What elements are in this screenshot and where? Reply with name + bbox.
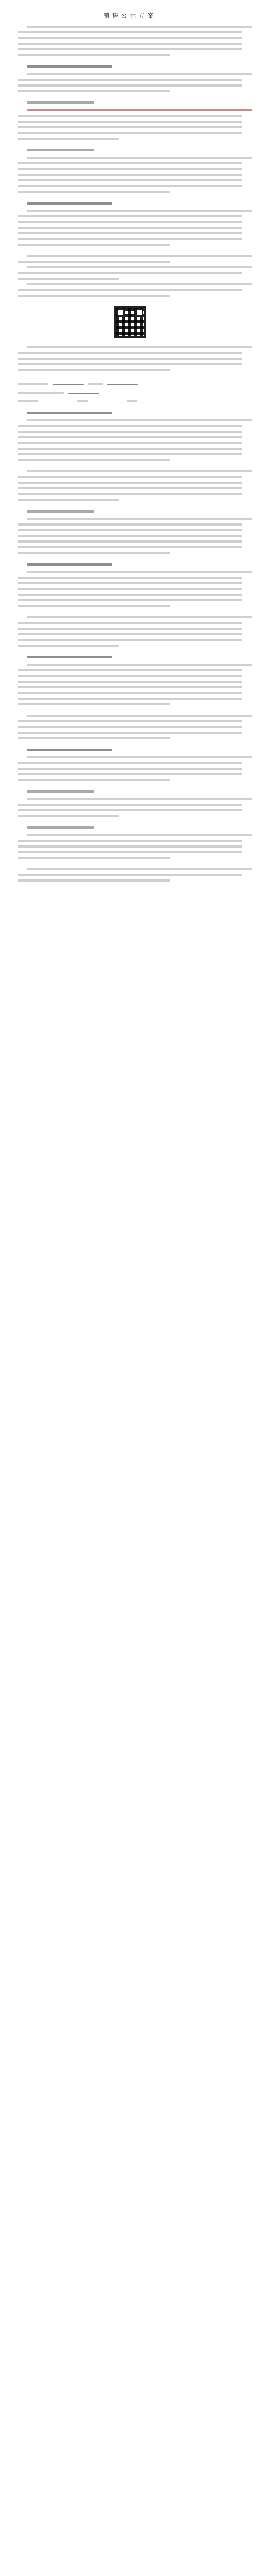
blank-field xyxy=(141,398,172,402)
list-item xyxy=(18,272,242,274)
text-line xyxy=(18,540,242,543)
text-line xyxy=(18,363,242,365)
text-line xyxy=(18,162,242,164)
text-line xyxy=(18,31,242,33)
text-line xyxy=(18,115,242,117)
text-line xyxy=(18,90,170,92)
qr-code-icon xyxy=(114,306,146,338)
blank-row xyxy=(18,398,242,402)
text-line xyxy=(18,804,242,806)
text-line xyxy=(18,43,242,45)
text-line xyxy=(18,692,242,694)
section-body xyxy=(18,715,242,739)
text-line xyxy=(18,851,242,853)
text-line xyxy=(18,442,242,444)
text-line xyxy=(27,157,252,159)
text-line xyxy=(18,138,119,140)
text-line xyxy=(18,686,242,688)
numbered-list xyxy=(18,255,242,297)
blank-row xyxy=(18,380,242,385)
text-line xyxy=(18,840,242,842)
text-line xyxy=(27,756,252,758)
text-line xyxy=(18,168,242,170)
text-line xyxy=(18,737,170,739)
text-line xyxy=(18,358,242,360)
subsection-heading xyxy=(27,101,94,104)
text-line xyxy=(18,594,242,596)
text-line xyxy=(18,238,242,240)
intro-paragraph xyxy=(18,26,242,56)
list-item xyxy=(18,261,170,263)
list-item xyxy=(18,295,170,297)
text-line xyxy=(18,809,242,811)
text-line xyxy=(18,459,170,461)
section-body xyxy=(18,756,242,781)
subsection-body xyxy=(18,834,242,859)
text-line xyxy=(27,616,252,618)
text-line xyxy=(18,546,242,548)
list-item xyxy=(27,255,252,257)
section-body xyxy=(18,616,242,647)
section-heading xyxy=(27,749,112,751)
blank-field xyxy=(53,380,84,385)
section-body xyxy=(18,571,242,607)
text-line xyxy=(18,174,242,176)
text-line xyxy=(18,476,242,478)
text-line xyxy=(18,179,242,181)
text-line xyxy=(18,132,242,134)
text-line xyxy=(18,482,242,484)
section-heading xyxy=(27,563,112,566)
text-line xyxy=(18,523,242,526)
text-line xyxy=(18,425,242,427)
text-line xyxy=(18,874,242,876)
text-line xyxy=(18,588,242,590)
text-line xyxy=(18,448,242,450)
subsection-body xyxy=(18,798,242,817)
text-line xyxy=(18,639,242,641)
text-line xyxy=(18,37,242,39)
text-line xyxy=(27,571,252,573)
text-line xyxy=(27,470,252,472)
text-line xyxy=(18,720,242,722)
text-line xyxy=(18,815,119,817)
text-line xyxy=(18,84,242,87)
text-line xyxy=(18,698,242,700)
text-line xyxy=(18,232,242,234)
section-heading xyxy=(27,412,112,414)
text-line xyxy=(18,675,242,677)
text-line xyxy=(18,768,242,770)
text-line xyxy=(18,535,242,537)
text-line xyxy=(18,352,242,354)
subsection-body xyxy=(18,109,242,140)
text-line xyxy=(18,436,242,438)
text-line xyxy=(18,121,242,123)
section-heading xyxy=(27,202,112,205)
text-line xyxy=(18,599,242,601)
list-item xyxy=(27,283,252,285)
text-line xyxy=(18,185,242,187)
blank-field xyxy=(42,398,73,402)
subsection-heading xyxy=(27,826,94,829)
subsection-heading xyxy=(27,149,94,151)
blank-field xyxy=(107,380,138,385)
section-heading xyxy=(27,656,112,658)
text-line xyxy=(18,499,119,501)
text-line xyxy=(18,703,170,705)
text-line xyxy=(18,773,242,775)
qr-code-container xyxy=(18,306,242,338)
text-line xyxy=(18,726,242,728)
list-item xyxy=(18,289,242,291)
text-line xyxy=(18,244,170,246)
text-line xyxy=(18,582,242,584)
text-line xyxy=(18,633,242,635)
text-line xyxy=(18,732,242,734)
text-line xyxy=(18,54,170,56)
section-body xyxy=(18,419,242,461)
section-heading xyxy=(27,65,112,68)
blank-row xyxy=(18,389,242,394)
subsection-body xyxy=(18,518,242,554)
text-line xyxy=(18,487,242,489)
text-line xyxy=(27,664,252,666)
text-line xyxy=(27,868,252,870)
text-line xyxy=(18,215,242,217)
text-line xyxy=(18,779,170,781)
text-line xyxy=(18,48,242,50)
text-line xyxy=(18,879,170,882)
text-line xyxy=(18,221,242,223)
text-line xyxy=(27,210,252,212)
text-line xyxy=(27,834,252,836)
text-line xyxy=(18,493,242,495)
text-line xyxy=(18,628,242,630)
closing-paragraph xyxy=(18,868,242,882)
form-blanks xyxy=(18,380,242,402)
text-line xyxy=(18,191,170,193)
section-body xyxy=(18,73,242,92)
subsection-body xyxy=(18,157,242,193)
text-line xyxy=(27,26,252,28)
text-line xyxy=(18,79,242,81)
blank-field xyxy=(92,398,123,402)
text-line xyxy=(27,798,252,800)
subsection-heading xyxy=(27,790,94,793)
section-body xyxy=(18,664,242,705)
text-line xyxy=(18,369,170,371)
text-line xyxy=(18,529,242,531)
text-line xyxy=(18,857,170,859)
text-line xyxy=(18,126,242,128)
text-line xyxy=(18,845,242,848)
text-line xyxy=(18,762,242,764)
section-body xyxy=(18,346,242,371)
text-line xyxy=(18,227,242,229)
text-line xyxy=(27,518,252,520)
text-line xyxy=(18,622,242,624)
text-line xyxy=(18,605,170,607)
text-line xyxy=(18,453,242,455)
text-line xyxy=(18,669,242,671)
blank-field xyxy=(68,389,99,394)
list-item xyxy=(18,278,119,280)
text-line xyxy=(18,431,242,433)
text-line xyxy=(18,681,242,683)
section-body xyxy=(18,470,242,501)
text-line xyxy=(18,577,242,579)
list-item xyxy=(27,266,252,268)
text-line xyxy=(27,73,252,75)
subsection-heading xyxy=(27,510,94,513)
text-line xyxy=(27,715,252,717)
text-line xyxy=(27,346,252,348)
text-line xyxy=(18,552,170,554)
section-body xyxy=(18,210,242,246)
text-line-highlight xyxy=(27,109,252,111)
document-title: 销售公示方案 xyxy=(104,12,156,19)
text-line xyxy=(27,419,252,421)
text-line xyxy=(18,645,119,647)
